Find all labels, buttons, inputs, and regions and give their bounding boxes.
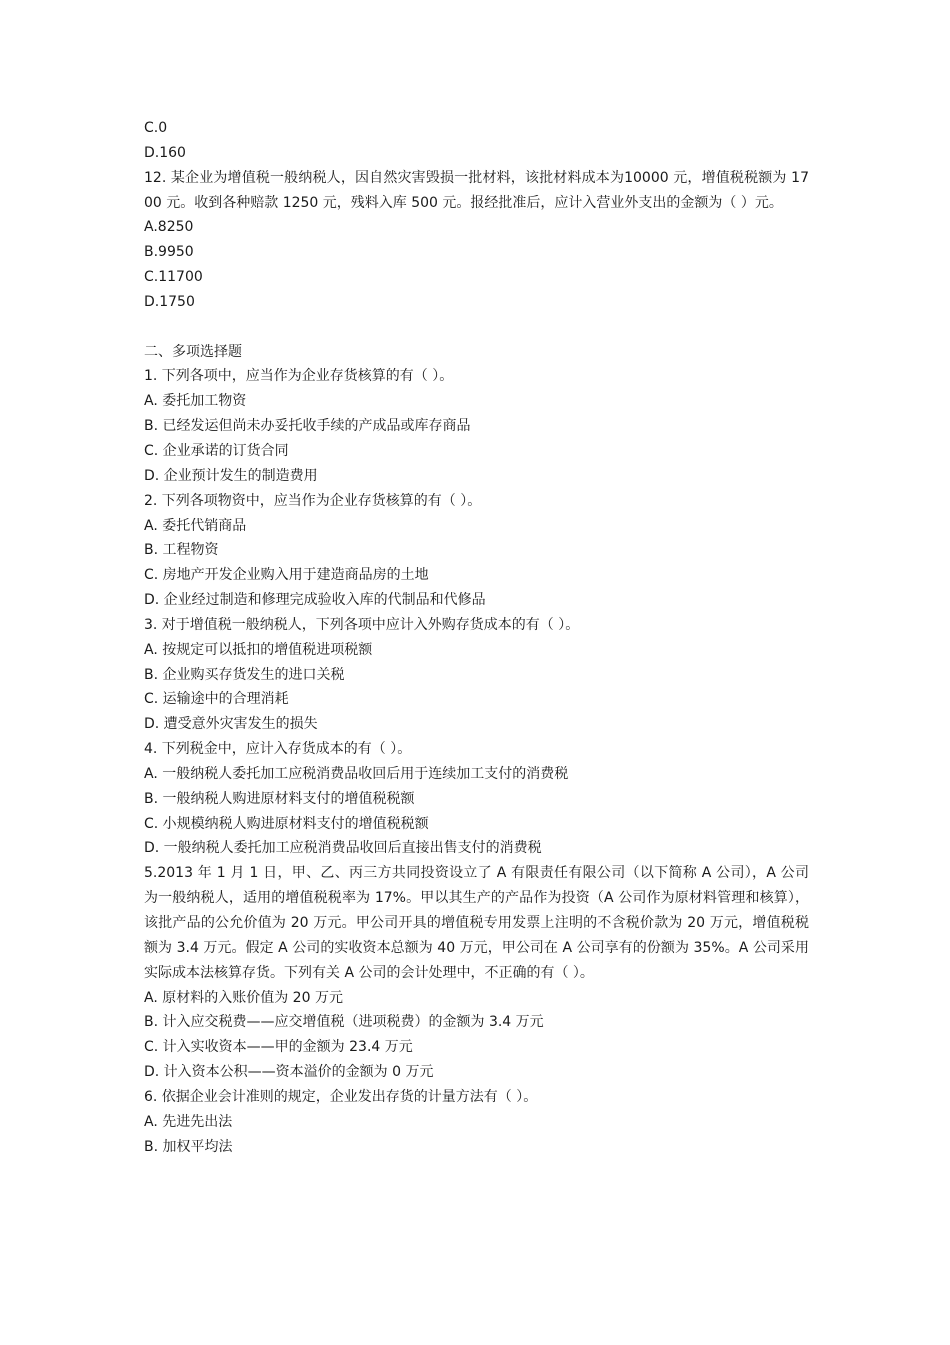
option-line: B.9950 [144,244,194,261]
option-line: A. 一般纳税人委托加工应税消费品收回后用于连续加工支付的消费税 [144,765,569,782]
option-line: C.0 [144,120,168,136]
section-spacer [144,315,809,340]
question-12-text: 12. 某企业为增值税一般纳税人，因自然灾害毁损一批材料，该批材料成本为10000 元，增值税税额为 1700 元。收到各种赔款 1250 元，残料入库 500 元。报经批准后，应计入营业外支出的金额为（ ）元。 [144,169,809,211]
option-line: B. 工程物资 [144,542,219,559]
question-3-text: 3. 对于增值税一般纳税人，下列各项中应计入外购存货成本的有（ ）。 [144,616,580,633]
option-line: B. 计入应交税费——应交增值税（进项税费）的金额为 3.4 万元 [144,1014,544,1031]
option-line: D. 企业预计发生的制造费用 [144,467,318,484]
option-line: B. 企业购买存货发生的进口关税 [144,666,345,683]
question-4-text: 4. 下列税金中，应计入存货成本的有（ ）。 [144,741,412,758]
option-line: A. 先进先出法 [144,1113,233,1130]
option-line: A. 委托代销商品 [144,517,247,534]
option-line: C. 计入实收资本——甲的金额为 23.4 万元 [144,1039,413,1056]
option-line: C. 小规模纳税人购进原材料支付的增值税税额 [144,815,429,832]
option-line: B. 一般纳税人购进原材料支付的增值税税额 [144,790,415,807]
option-line: D.1750 [144,293,195,310]
option-line: C.11700 [144,269,203,286]
option-line: D. 遭受意外灾害发生的损失 [144,716,318,733]
document-page [144,116,809,1159]
option-line: D.160 [144,144,186,161]
option-line: C. 企业承诺的订货合同 [144,442,289,459]
option-line: C. 运输途中的合理消耗 [144,691,289,708]
option-line: D. 企业经过制造和修理完成验收入库的代制品和代修品 [144,592,486,609]
question-5-text: 5.2013 年 1 月 1 日，甲、乙、丙三方共同投资设立了 A 有限责任有限公司（以下简称 A 公司），A 公司为一般纳税人，适用的增值税税率为 17%。甲以其生产的产品作为投资（A 公司作为原材料管理和核算），该批产品的公允价值为 20 万元。甲公司开具的增值税专用发票上注明的不含税价款为 20 万元，增值税税额为 3.4 万元。假定 A 公司的实收资本总额为 40 万元，甲公司在 A 公司享有的份额为 35%。A 公司采用实际成本法核算存货。下列有关 A 公司的会计处理中，不正确的有（ ）。 [144,865,809,981]
option-line: A. 原材料的入账价值为 20 万元 [144,989,343,1006]
section-title: 二、多项选择题 [144,343,242,360]
option-line: A.8250 [144,219,194,236]
option-line: B. 加权平均法 [144,1138,233,1155]
option-line: A. 按规定可以抵扣的增值税进项税额 [144,641,373,658]
question-2-text: 2. 下列各项物资中，应当作为企业存货核算的有（ ）。 [144,492,482,509]
option-line: C. 房地产开发企业购入用于建造商品房的土地 [144,567,429,584]
option-line: B. 已经发运但尚未办妥托收手续的产成品或库存商品 [144,418,471,435]
option-line: A. 委托加工物资 [144,393,247,410]
option-line: D. 一般纳税人委托加工应税消费品收回后直接出售支付的消费税 [144,840,542,857]
question-6-text: 6. 依据企业会计准则的规定，企业发出存货的计量方法有（ ）。 [144,1088,538,1105]
option-line: D. 计入资本公积——资本溢价的金额为 0 万元 [144,1064,434,1081]
question-1-text: 1. 下列各项中，应当作为企业存货核算的有（ ）。 [144,368,454,385]
